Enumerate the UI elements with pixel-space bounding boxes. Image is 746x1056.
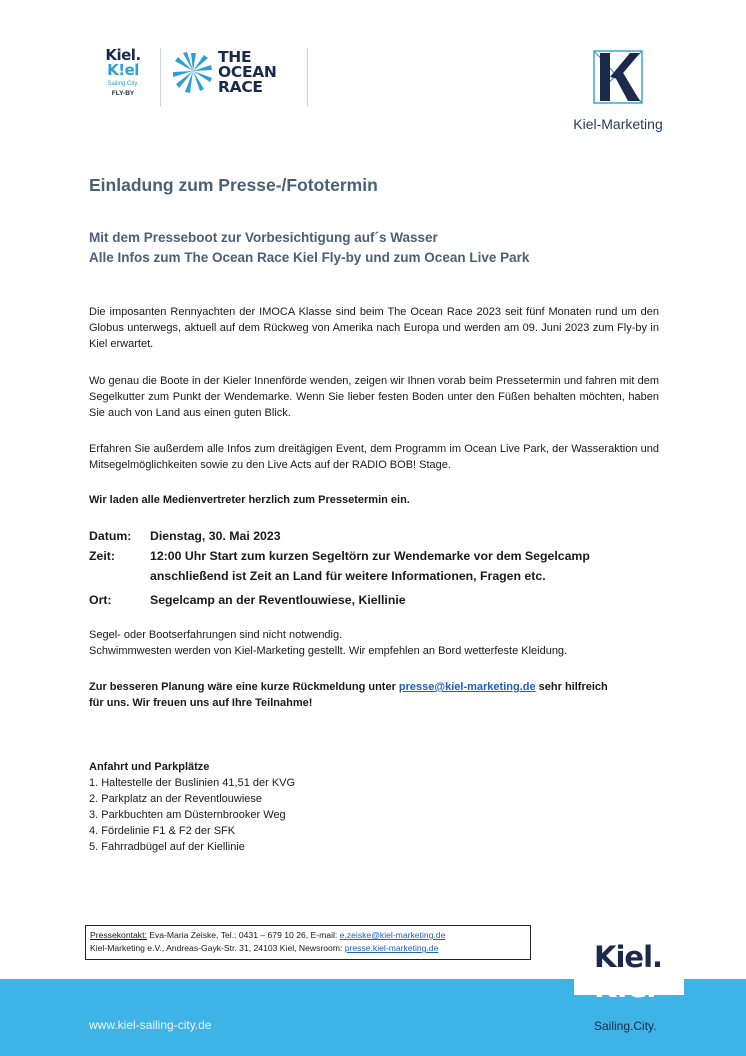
subtitle-line-2: Alle Infos zum The Ocean Race Kiel Fly-by und zum Ocean Live Park (89, 250, 530, 265)
list-item: 4. Fördelinie F1 & F2 der SFK (89, 825, 236, 837)
ocean-race-logo-line: RACE (218, 78, 263, 96)
date-row (89, 526, 281, 546)
time-label: Zeit: (89, 549, 115, 563)
kiel-marketing-k-icon (592, 49, 644, 105)
rsvp-line-2: für uns. Wir freuen uns auf Ihre Teilnahme! (89, 697, 313, 709)
kiel-marketing-logo-text: Kiel-Marketing (573, 116, 663, 132)
time-value-continued: anschließend ist Zeit an Land für weitere Informationen, Fragen etc. (150, 569, 546, 583)
ocean-race-logo-text (218, 50, 277, 95)
note-line-2: Schwimmwesten werden von Kiel-Marketing gestellt. Wir empfehlen an Bord wetterfeste Kleidung. (89, 645, 568, 657)
contact-line-1 (90, 929, 526, 942)
directions-heading: Anfahrt und Parkplätze (89, 761, 210, 773)
logo-divider-right (307, 48, 308, 106)
ocean-race-mark-icon (171, 51, 215, 95)
rsvp-after: sehr hilfreich (535, 681, 608, 693)
rsvp-before: Zur besseren Planung wäre eine kurze Rückmeldung unter (89, 681, 399, 693)
flyby-logo-sub: Sailing.City. (107, 81, 139, 87)
contact-label: Pressekontakt: (90, 930, 147, 940)
date-value: Dienstag, 30. Mai 2023 (150, 529, 281, 543)
flyby-logo-tag: FLY-BY (111, 90, 135, 97)
contact-email-link[interactable]: e.zeiske@kiel-marketing.de (339, 930, 446, 940)
notes (89, 627, 659, 659)
directions-list (89, 759, 295, 855)
footer-logo-line2: K!el (594, 970, 656, 1004)
rsvp-email-link[interactable]: presse@kiel-marketing.de (398, 681, 536, 693)
press-contact-box (85, 925, 531, 960)
event-info-paragraph: Erfahren Sie außerdem alle Infos zum dreitägigen Event, dem Programm im Ocean Live Park, der Wasseraktion und Mitsegelmöglichkeiten sowie zu den Live Acts auf der RADIO BOB! Stage. (89, 443, 659, 471)
time-value: 12:00 Uhr Start zum kurzen Segeltörn zur Wendemarke vor dem Segelcamp (150, 549, 590, 563)
place-label: Ort: (89, 593, 112, 607)
note-line-1: Segel- oder Bootserfahrungen sind nicht notwendig. (89, 629, 343, 641)
footer-logo-sub: Sailing.City. (594, 1019, 657, 1033)
footer-url[interactable]: www.kiel-sailing-city.de (89, 1018, 212, 1032)
contact-line-2 (90, 942, 526, 955)
list-item: 1. Haltestelle der Buslinien 41,51 der KVG (89, 777, 296, 789)
newsroom-link[interactable]: presse.kiel-marketing.de (344, 943, 439, 953)
rsvp-line-1 (89, 679, 659, 695)
subtitle (89, 228, 529, 268)
contact-line1-text: Eva-Maria Zeiske, Tel.: 0431 – 679 10 26, E-mail: (146, 930, 340, 940)
footer-logo-line1: Kiel. (594, 940, 663, 974)
subtitle-line-1: Mit dem Presseboot zur Vorbesichtigung auf´s Wasser (89, 230, 438, 245)
list-item: 5. Fahrradbügel auf der Kiellinie (89, 841, 245, 853)
invitation-text: Wir laden alle Medienvertreter herzlich zum Pressetermin ein. (89, 494, 410, 506)
time-row (89, 546, 590, 566)
intro-paragraph: Die imposanten Rennyachten der IMOCA Klasse sind beim The Ocean Race 2023 seit fünf Monaten rund um den Globus unterwegs, aktuell auf dem Rückweg von Amerika nach Europa und werden am 09. Juni 2023 zum Fly-by in Kiel erwartet. (89, 306, 659, 350)
flyby-logo-line1: Kiel. (105, 46, 141, 64)
place-row (89, 590, 406, 610)
flyby-logo-line2: K!el (107, 61, 139, 79)
list-item: 2. Parkplatz an der Reventlouwiese (89, 793, 263, 805)
ocean-race-logo-line: THE (218, 48, 252, 66)
page-title: Einladung zum Presse-/Fototermin (89, 175, 378, 195)
list-item: 3. Parkbuchten am Düsternbrooker Weg (89, 809, 286, 821)
ocean-race-logo-line: OCEAN (218, 63, 277, 81)
place-value: Segelcamp an der Reventlouwiese, Kiellinie (150, 593, 406, 607)
rsvp-text (89, 679, 659, 711)
kiel-flyby-logo (92, 48, 154, 108)
contact-line2-text: Kiel-Marketing e.V., Andreas-Gayk-Str. 31, 24103 Kiel, Newsroom: (90, 943, 345, 953)
logo-divider-left (160, 48, 161, 106)
location-paragraph: Wo genau die Boote in der Kieler Innenförde wenden, zeigen wir Ihnen vorab beim Pressetermin und fahren mit dem Segelkutter zum Punkt der Wendemarke. Wenn Sie lieber festen Boden unter den Füßen behalten möchten, haben Sie auch von Land aus einen guten Blick. (89, 375, 659, 419)
time-row-continued (150, 566, 546, 586)
date-label: Datum: (89, 529, 132, 543)
